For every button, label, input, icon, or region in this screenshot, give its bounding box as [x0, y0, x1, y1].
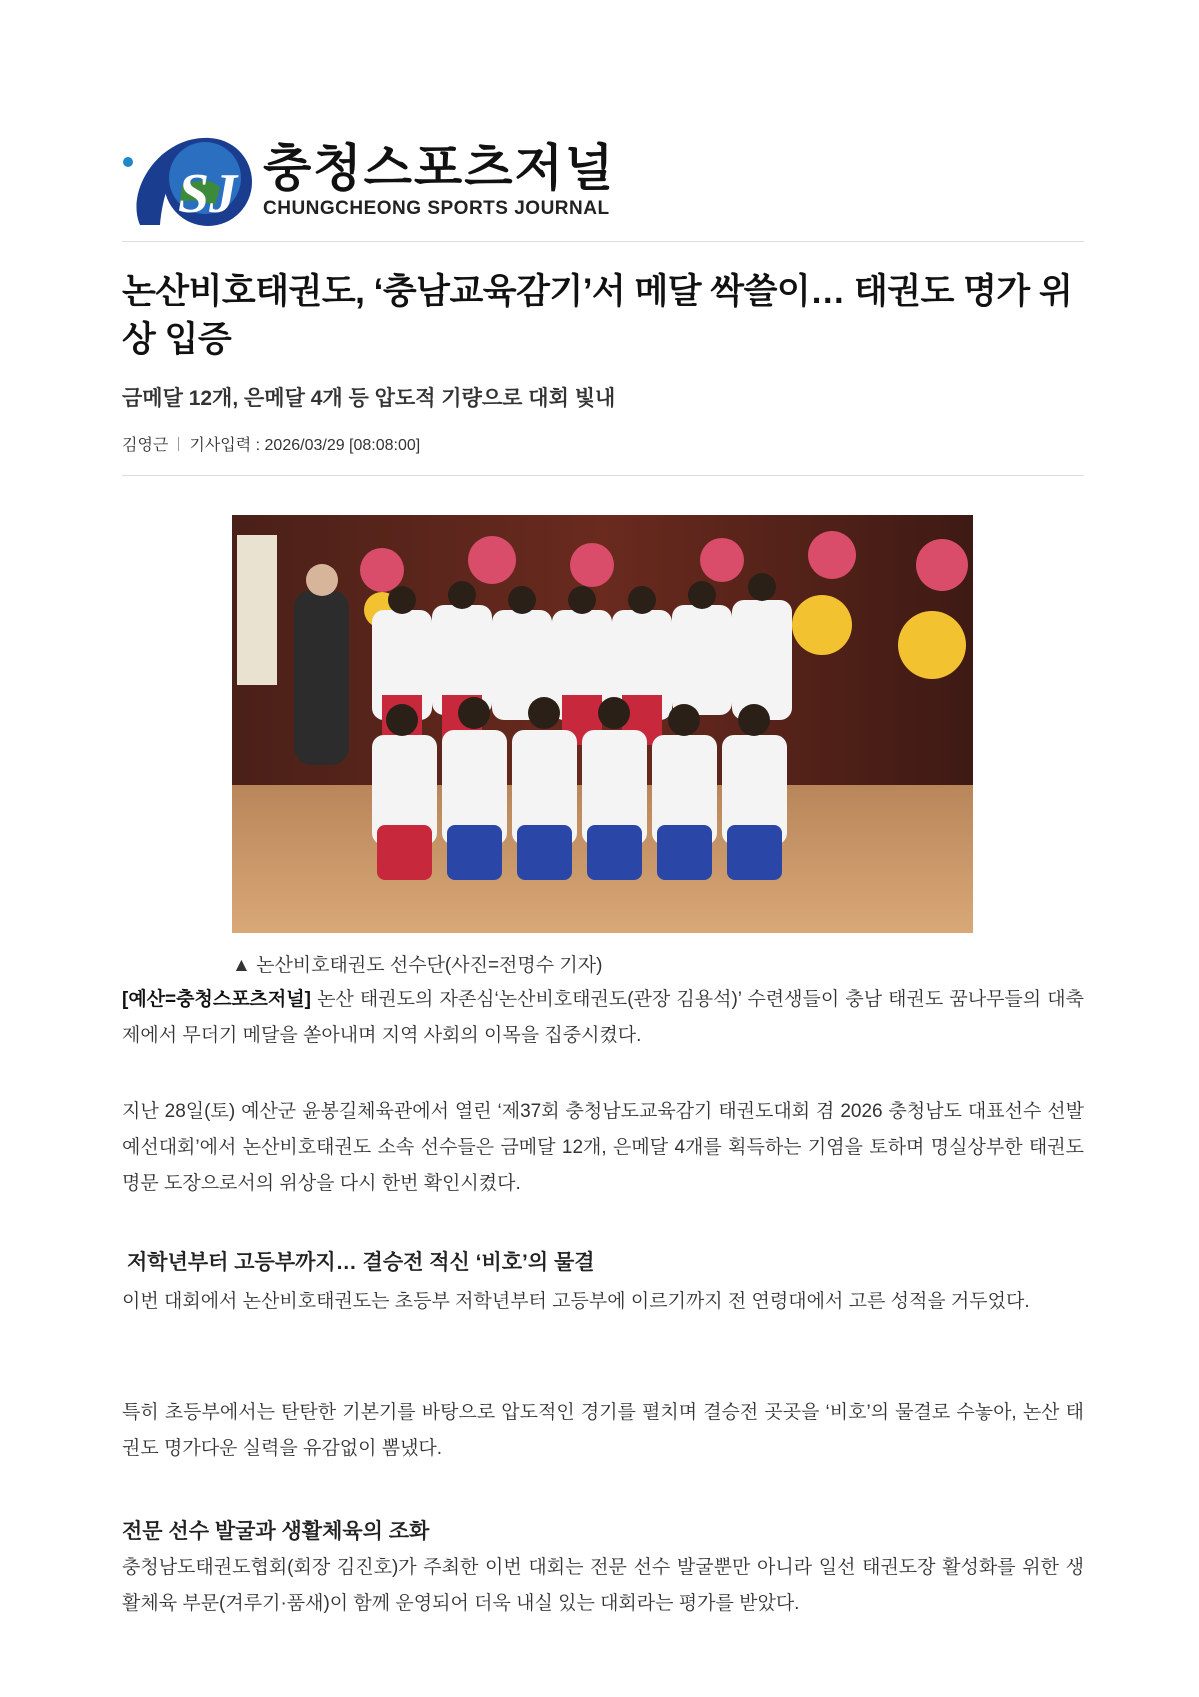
article-subtitle: 금메달 12개, 은메달 4개 등 압도적 기량으로 대회 빛내: [122, 387, 616, 410]
article-title: 논산비호태권도, ‘충남교육감기’서 메달 싹쓸이… 태권도 명가 위상 입증: [122, 272, 1073, 359]
byline-separator: [178, 437, 179, 451]
section-heading: 전문 선수 발굴과 생활체육의 조화: [122, 1520, 430, 1543]
paragraph: 충청남도태권도협회(회장 김진호)가 주최한 이번 대회는 전문 선수 발굴뿐만 아니라 일선 태권도장 활성화를 위한 생활체육 부문(겨루기·품새)이 함께 운영되어 더욱 내실 있는 대회라는 평가를 받았다.: [122, 1557, 1084, 1614]
byline: [122, 432, 1084, 455]
photo-caption: ▲ 논산비호태권도 선수단(사진=전명수 기자): [232, 955, 603, 976]
author-name[interactable]: 김영근: [122, 437, 169, 454]
dateline-tag: [예산=충청스포츠저널]: [122, 989, 311, 1010]
logo-emblem-icon: [120, 130, 255, 230]
paragraph-text: 논산 태권도의 자존심‘논산비호태권도(관장 김용석)’ 수련생들이 충남 태권도 꿈나무들의 대축제에서 무더기 메달을 쏟아내며 지역 사회의 이목을 집중시켰다.: [122, 989, 1084, 1046]
paragraph: 이번 대회에서 논산비호태권도는 초등부 저학년부터 고등부에 이르기까지 전 연령대에서 고른 성적을 거두었다.: [122, 1291, 1030, 1312]
lead-paragraph: [122, 982, 1084, 1054]
team-photo-image: [232, 515, 973, 933]
site-logo[interactable]: [120, 130, 615, 230]
section-heading: 저학년부터 고등부까지… 결승전 적신 ‘비호’의 물결: [127, 1251, 595, 1274]
divider: [122, 241, 1084, 242]
paragraph: 지난 28일(토) 예산군 윤봉길체육관에서 열린 ‘제37회 충청남도교육감기 태권도대회 겸 2026 충청남도 대표선수 선발 예선대회’에서 논산비호태권도 소속 선수들은 금메달 12개, 은메달 4개를 획득하는 기염을 토하며 명실상부한 태권도 명문 도장으로서의 위상을 다시 한번 확인시켰다.: [122, 1101, 1084, 1194]
paragraph: 특히 초등부에서는 탄탄한 기본기를 바탕으로 압도적인 경기를 펼치며 결승전 곳곳을 ‘비호’의 물결로 수놓아, 논산 태권도 명가다운 실력을 유감없이 뽐냈다.: [122, 1402, 1084, 1459]
logo-korean-text: 충청스포츠저널: [263, 140, 616, 196]
logo-english-text: CHUNGCHEONG SPORTS JOURNAL: [263, 198, 610, 219]
divider: [122, 475, 1084, 476]
publish-date: 기사입력 : 2026/03/29 [08:08:00]: [189, 437, 421, 454]
article-photo[interactable]: [232, 515, 973, 933]
svg-text:SJ: SJ: [178, 163, 238, 225]
